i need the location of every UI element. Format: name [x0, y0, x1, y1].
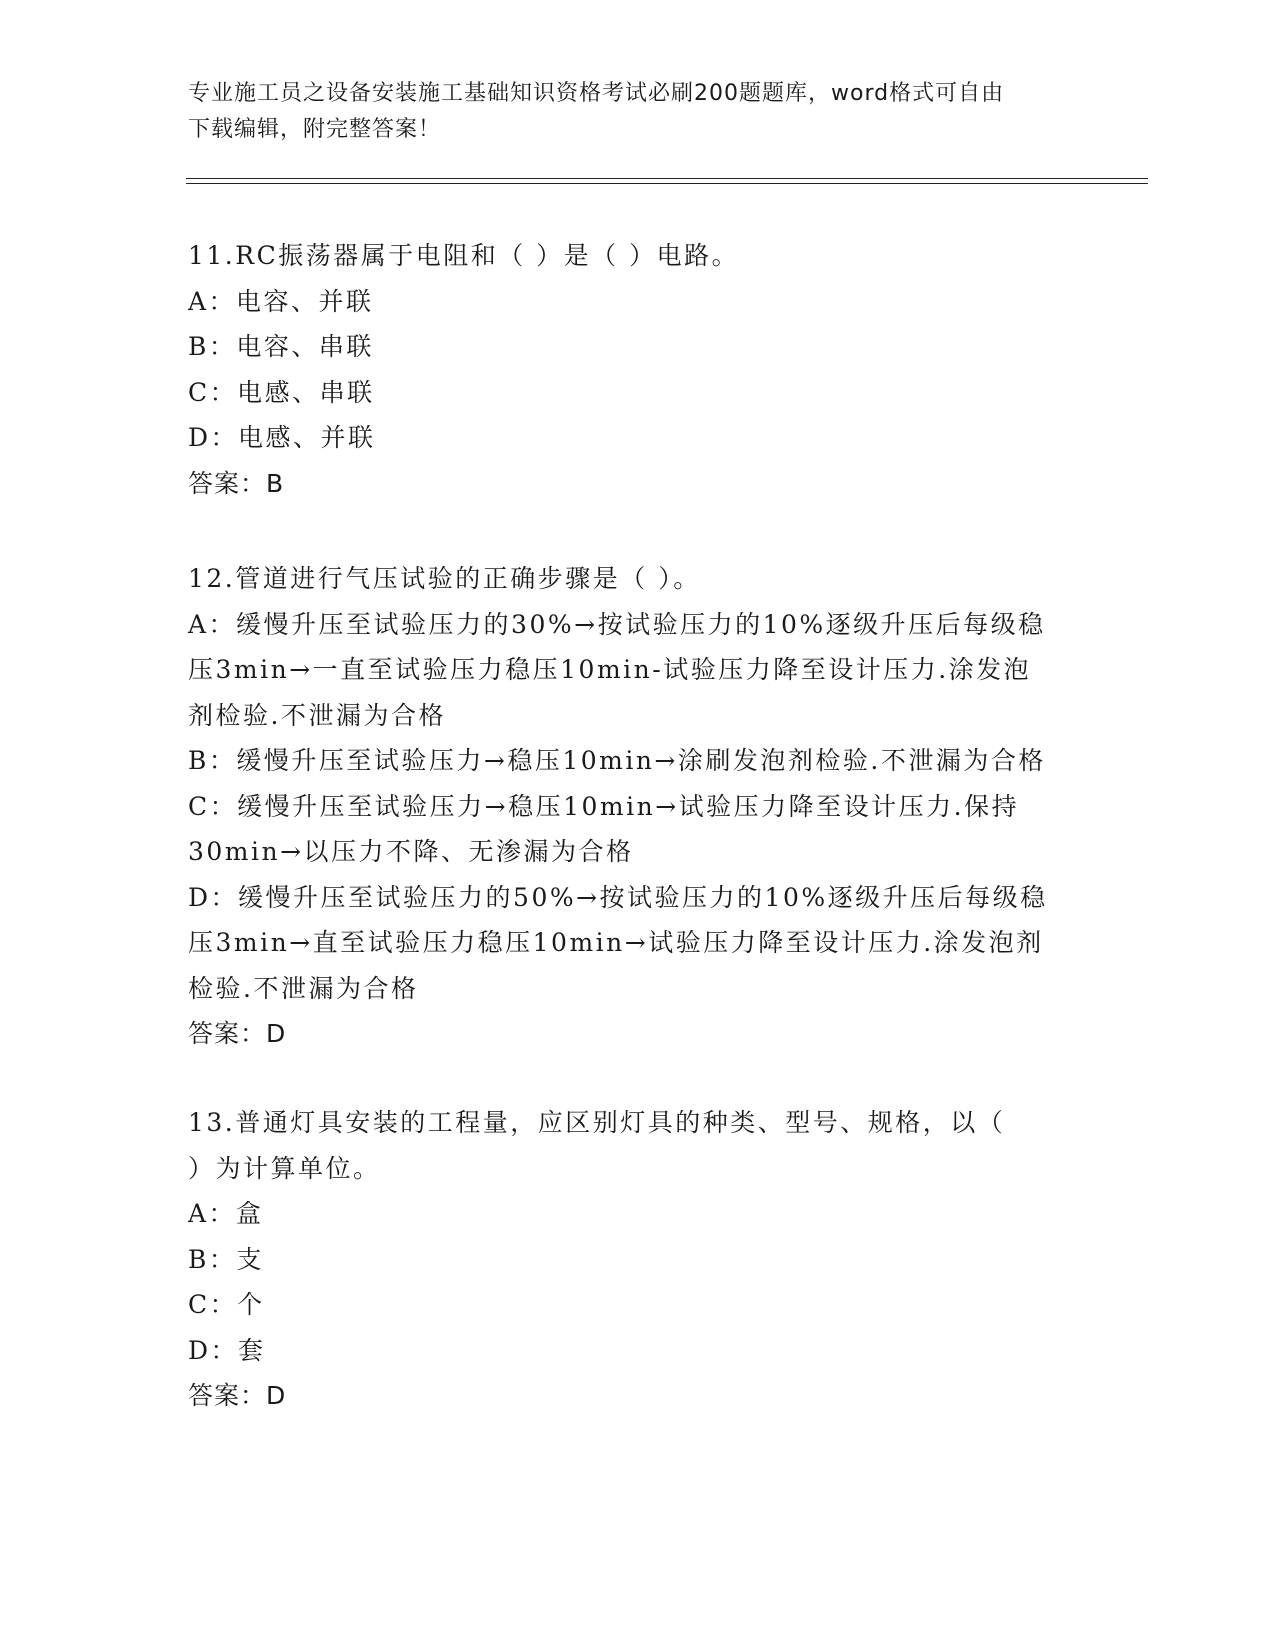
option-a	[188, 602, 1088, 739]
option-c: C：个	[188, 1290, 265, 1319]
option-d	[188, 875, 1088, 1012]
answer-line: 答案：B	[188, 468, 285, 498]
question-stem: ）为计算单位。	[188, 1153, 381, 1183]
option-c: C：电感、串联	[188, 377, 375, 407]
header-line: 专业施工员之设备安装施工基础知识资格考试必刷200题题库，word格式可自由	[188, 81, 1005, 106]
question-13	[188, 1100, 1088, 1419]
header-line: 下载编辑，附完整答案！	[188, 117, 442, 142]
question-stem: 12.管道进行气压试验的正确步骤是（ ）。	[188, 564, 701, 593]
option-c	[188, 784, 1088, 875]
option-a: A：电容、并联	[188, 286, 374, 316]
question-11	[188, 233, 1088, 506]
question-stem: 13.普通灯具安装的工程量，应区别灯具的种类、型号、规格，以（	[188, 1108, 1006, 1137]
option-line: 30min→以压力不降、无渗漏为合格	[188, 837, 634, 866]
answer-line: 答案：D	[188, 1381, 287, 1410]
header-divider	[186, 183, 1148, 184]
option-line: 压3min→一直至试验压力稳压10min-试验压力降至设计压力.涂发泡	[188, 655, 1032, 684]
question-12	[188, 556, 1088, 1057]
option-line: A：缓慢升压至试验压力的30%→按试验压力的10%逐级升压后每级稳	[188, 609, 1046, 639]
option-d: D：电感、并联	[188, 423, 376, 452]
option-line: D：缓慢升压至试验压力的50%→按试验压力的10%逐级升压后每级稳	[188, 882, 1048, 912]
option-line: C：缓慢升压至试验压力→稳压10min→试验压力降至设计压力.保持	[188, 791, 1020, 821]
answer-line: 答案：D	[188, 1019, 287, 1048]
option-b: B：电容、串联	[188, 332, 374, 361]
option-a: A：盒	[188, 1199, 264, 1228]
option-line: 压3min→直至试验压力稳压10min→试验压力降至设计压力.涂发泡剂	[188, 928, 1044, 957]
option-d: D：套	[188, 1335, 266, 1365]
header-divider	[186, 178, 1148, 179]
option-line: 剂检验.不泄漏为合格	[188, 700, 446, 730]
option-b: B：缓慢升压至试验压力→稳压10min→涂刷发泡剂检验.不泄漏为合格	[188, 746, 1046, 775]
option-b: B：支	[188, 1244, 264, 1274]
document-header	[188, 76, 1068, 148]
option-line: 检验.不泄漏为合格	[188, 973, 419, 1003]
question-stem: 11.RC振荡器属于电阻和（ ）是（ ）电路。	[188, 241, 740, 270]
